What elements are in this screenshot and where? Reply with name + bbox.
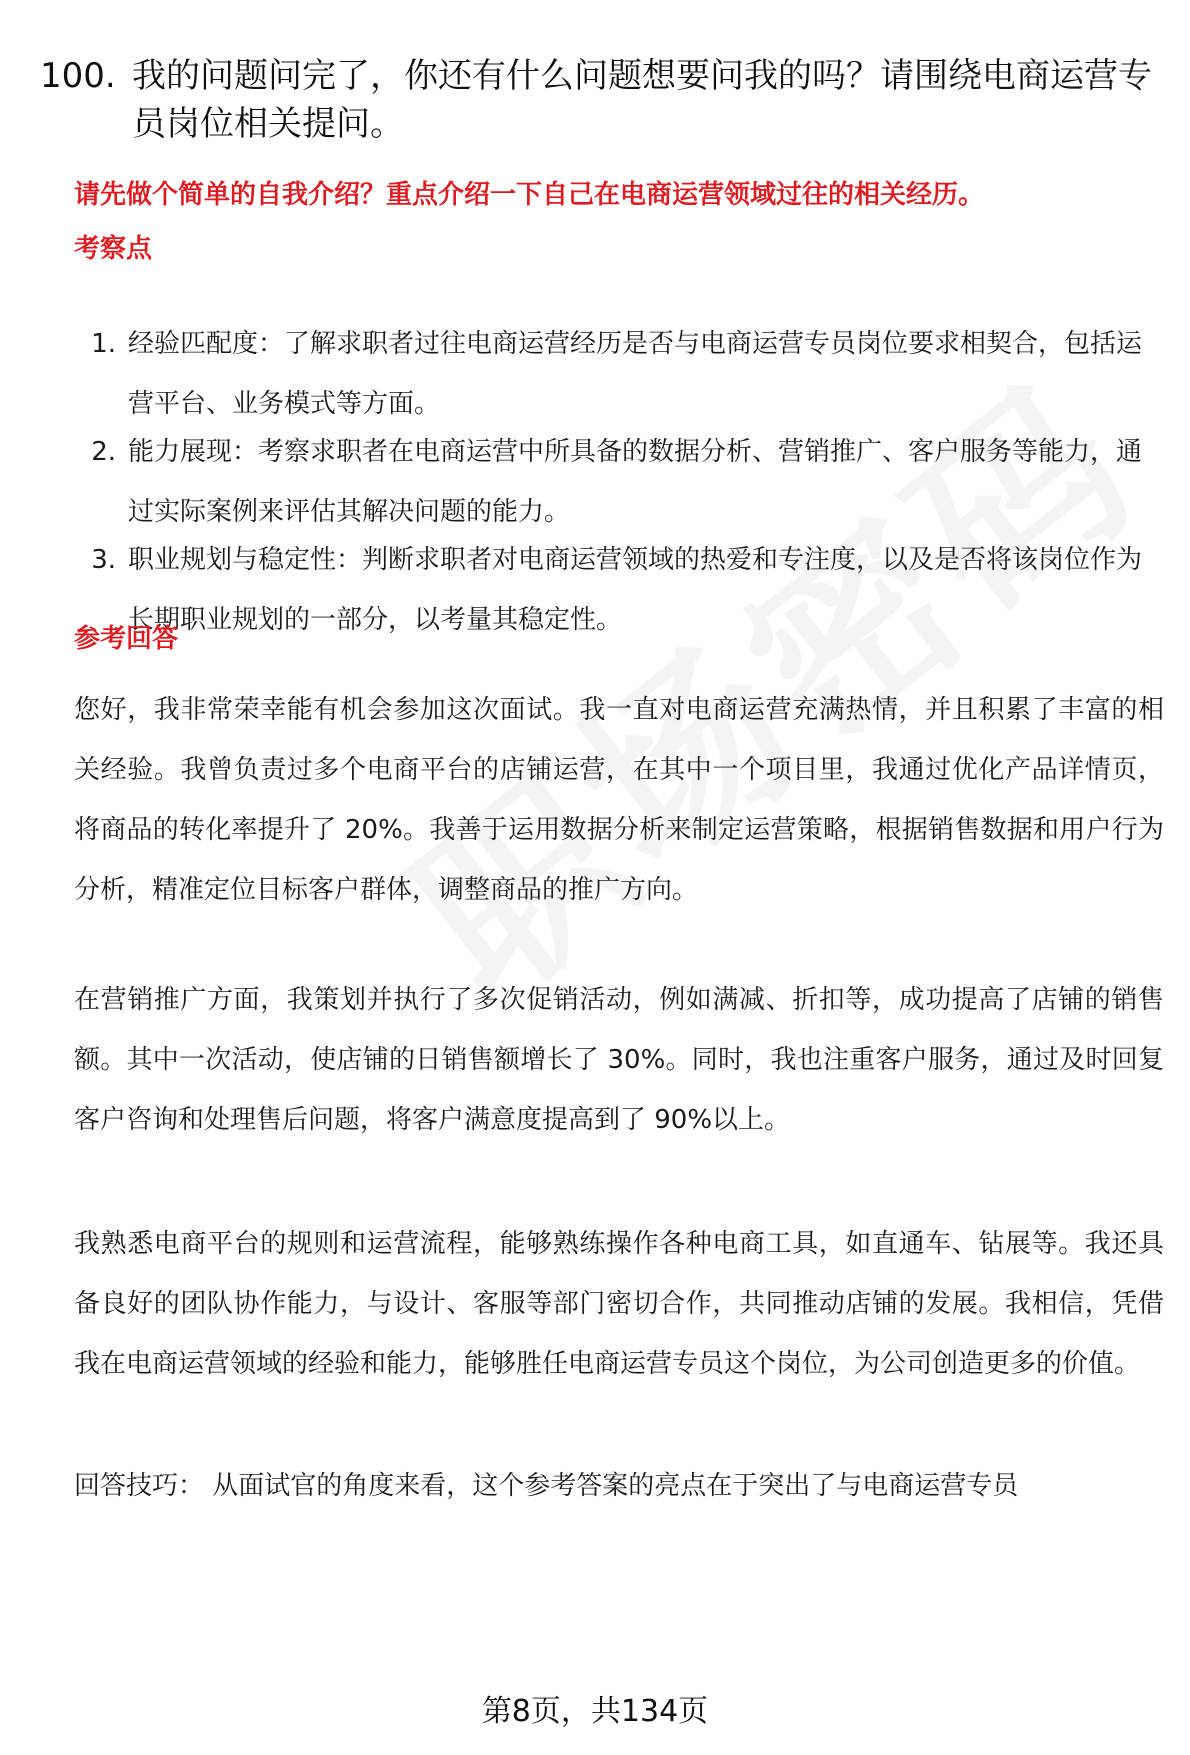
list-item-number: 3. <box>91 545 116 575</box>
list-item-text: 职业规划与稳定性：判断求职者对电商运营领域的热爱和专注度，以及是否将该岗位作为长期职业规划的一部分，以考量其稳定性。 <box>128 545 1143 635</box>
page-footer: 第8页，共134页 <box>481 1694 709 1729</box>
list-item <box>74 530 1164 650</box>
interview-question: 请先做个简单的自我介绍？重点介绍一下自己在电商运营领域过往的相关经历。 <box>74 180 985 210</box>
question-text: 我的问题问完了，你还有什么问题想要问我的吗？请围绕电商运营专员岗位相关提问。 <box>132 56 1152 144</box>
list-item <box>74 314 1164 434</box>
assessment-heading: 考察点 <box>74 234 153 264</box>
list-item-text: 能力展现：考察求职者在电商运营中所具备的数据分析、营销推广、客户服务等能力，通过实际案例来评估其解决问题的能力。 <box>128 437 1143 527</box>
reference-heading: 参考回答 <box>74 624 179 654</box>
list-item-number: 1. <box>91 329 116 359</box>
list-item-text: 经验匹配度：了解求职者过往电商运营经历是否与电商运营专员岗位要求相契合，包括运营平台、业务模式等方面。 <box>128 329 1143 419</box>
reference-paragraph: 在营销推广方面，我策划并执行了多次促销活动，例如满减、折扣等，成功提高了店铺的销售额。其中一次活动，使店铺的日销售额增长了 30%。同时，我也注重客户服务，通过及时回复客户咨询和处理售后问题，将客户满意度提高到了 90%以上。 <box>74 985 1164 1135</box>
reference-paragraph: 我熟悉电商平台的规则和运营流程，能够熟练操作各种电商工具，如直通车、钻展等。我还具备良好的团队协作能力，与设计、客服等部门密切合作，共同推动店铺的发展。我相信，凭借我在电商运营领域的经验和能力，能够胜任电商运营专员这个岗位，为公司创造更多的价值。 <box>74 1229 1164 1379</box>
answer-tip: 回答技巧： 从面试官的角度来看，这个参考答案的亮点在于突出了与电商运营专员 <box>74 1471 1019 1501</box>
reference-paragraph: 您好，我非常荣幸能有机会参加这次面试。我一直对电商运营充满热情，并且积累了丰富的相关经验。我曾负责过多个电商平台的店铺运营，在其中一个项目里，我通过优化产品详情页，将商品的转化率提升了 20%。我善于运用数据分析来制定运营策略，根据销售数据和用户行为分析，精准定位目标客户群体，调整商品的推广方向。 <box>74 695 1164 905</box>
list-item <box>74 422 1164 542</box>
question-title <box>40 52 1160 148</box>
list-item-number: 2. <box>91 437 116 467</box>
assessment-list <box>74 314 1164 650</box>
question-number: 100. <box>40 56 116 96</box>
